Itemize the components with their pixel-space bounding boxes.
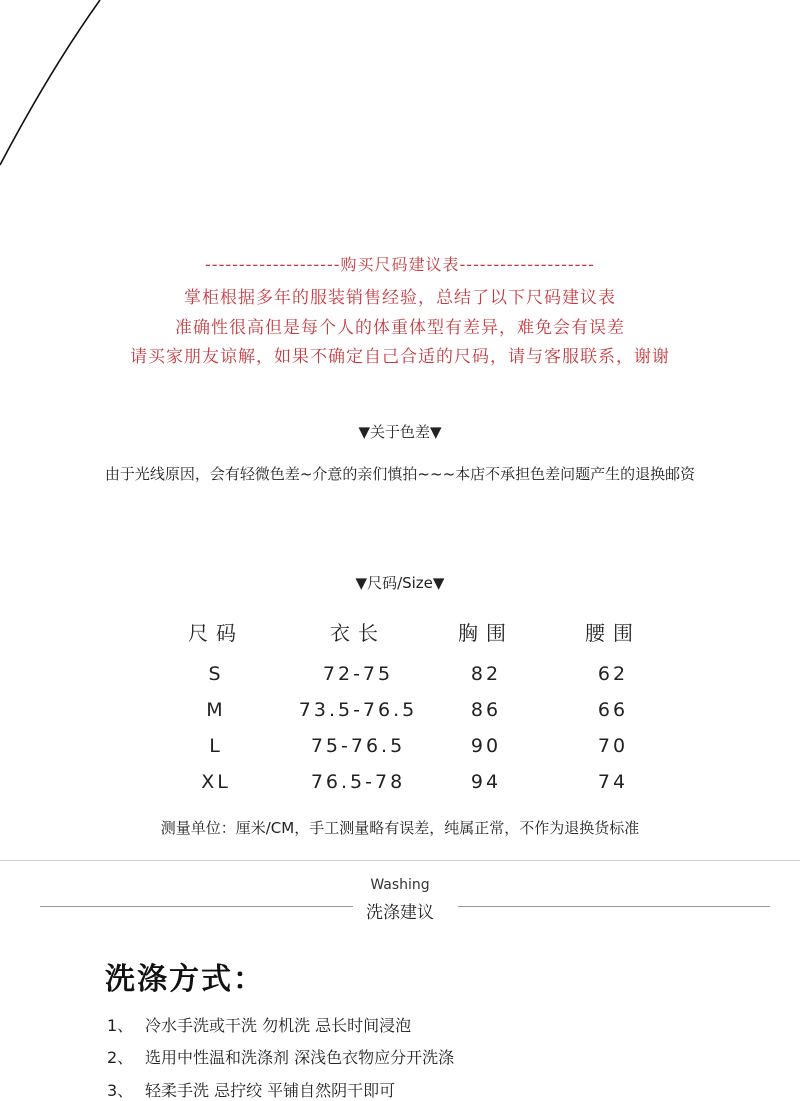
size-header-chest: 胸围 — [458, 621, 514, 645]
washing-chinese-label: 洗涤建议 — [366, 903, 434, 923]
measurement-note: 测量单位：厘米/CM，手工测量略有误差，纯属正常，不作为退换货标准 — [160, 819, 640, 837]
size-cell: XL — [201, 771, 231, 793]
list-item — [107, 1045, 454, 1068]
size-advice-line-2: 准确性很高但是每个人的体重体型有差异，难免会有误差 — [175, 318, 625, 338]
length-cell: 76.5-78 — [310, 771, 406, 793]
color-difference-title: ▼关于色差▼ — [358, 423, 442, 441]
chest-cell: 82 — [470, 663, 502, 685]
size-advice-title: --------------------购买尺码建议表-------------------- — [205, 255, 595, 274]
list-item-text: 冷水手洗或干洗 勿机洗 忌长时间浸泡 — [145, 1016, 412, 1035]
list-item-text: 轻柔手洗 忌拧绞 平铺自然阴干即可 — [145, 1081, 396, 1100]
washing-rule-right — [458, 906, 770, 907]
size-cell: M — [206, 699, 226, 721]
decorative-corner-line — [0, 0, 120, 180]
size-table-title: ▼尺码/Size▼ — [355, 574, 445, 592]
size-cell: L — [209, 735, 223, 757]
list-item-number: 2、 — [107, 1048, 134, 1067]
list-item-number: 3、 — [107, 1081, 134, 1100]
waist-cell: 62 — [597, 663, 629, 685]
list-item — [107, 1013, 411, 1036]
size-header-length: 衣长 — [330, 621, 386, 645]
chest-cell: 86 — [470, 699, 502, 721]
washing-heading: 洗涤方式： — [105, 962, 265, 997]
length-cell: 75-76.5 — [310, 735, 406, 757]
waist-cell: 74 — [597, 771, 629, 793]
size-advice-line-1: 掌柜根据多年的服装销售经验，总结了以下尺码建议表 — [184, 288, 616, 308]
list-item-number: 1、 — [107, 1016, 134, 1035]
size-cell: S — [208, 663, 224, 685]
color-difference-description: 由于光线原因，会有轻微色差~介意的亲们慎拍~~~本店不承担色差问题产生的退换邮资 — [104, 465, 696, 483]
list-item-text: 选用中性温和洗涤剂 深浅色衣物应分开洗涤 — [145, 1048, 455, 1067]
list-item — [107, 1078, 395, 1101]
size-advice-line-3: 请买家朋友谅解，如果不确定自己合适的尺码，请与客服联系，谢谢 — [130, 347, 670, 367]
waist-cell: 66 — [597, 699, 629, 721]
size-header-size: 尺码 — [188, 621, 244, 645]
waist-cell: 70 — [597, 735, 629, 757]
section-divider — [0, 860, 800, 861]
length-cell: 72-75 — [322, 663, 394, 685]
chest-cell: 90 — [470, 735, 502, 757]
length-cell: 73.5-76.5 — [298, 699, 418, 721]
size-header-waist: 腰围 — [585, 621, 641, 645]
washing-english-label: Washing — [370, 877, 430, 893]
chest-cell: 94 — [470, 771, 502, 793]
